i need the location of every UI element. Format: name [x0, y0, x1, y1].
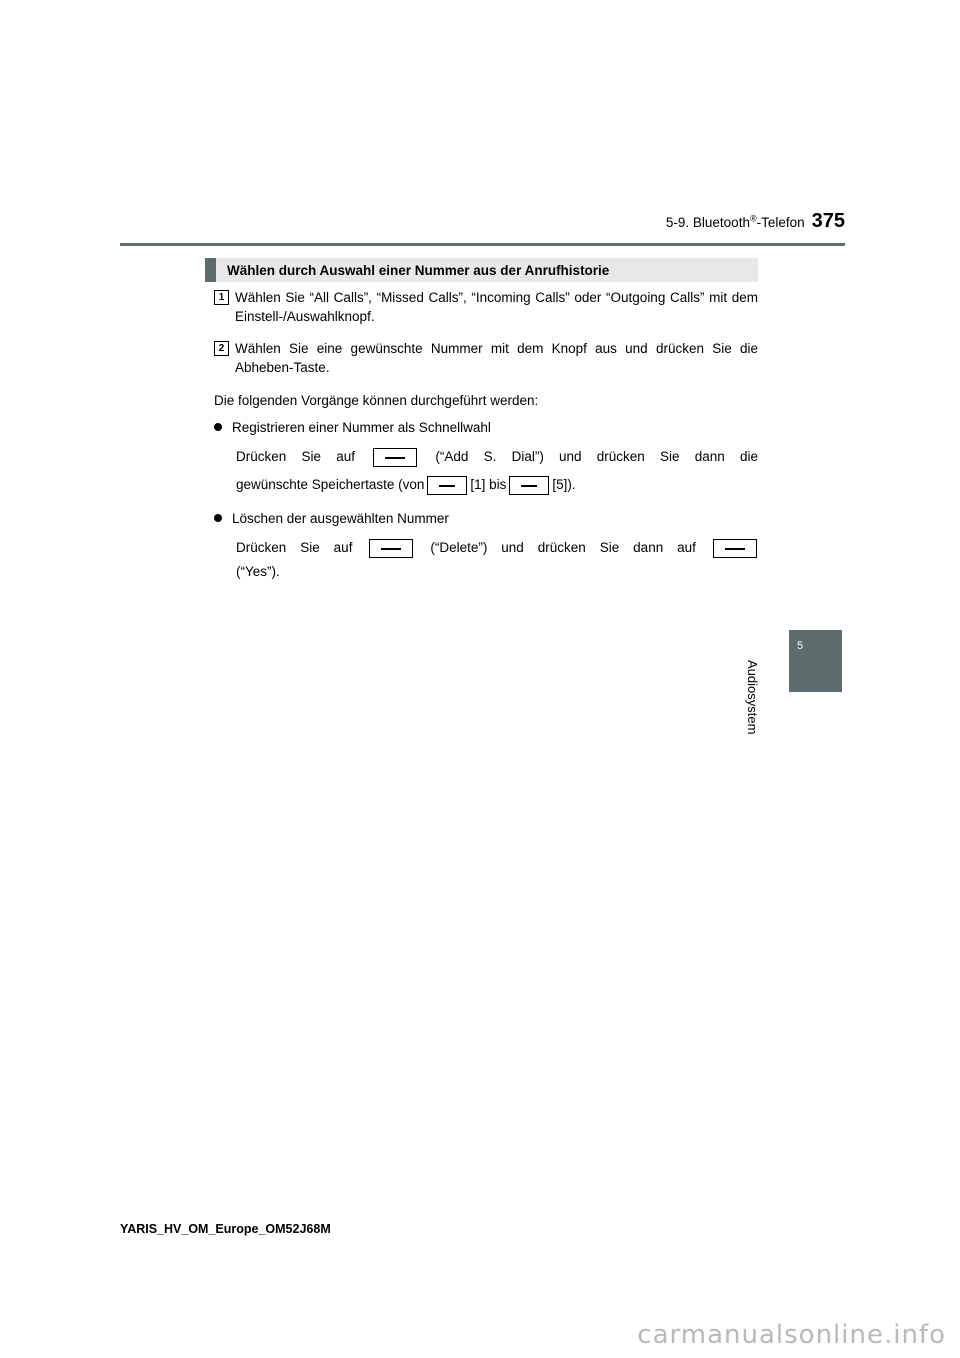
- dash-key-icon: [713, 539, 757, 558]
- dash-key-icon: [427, 476, 467, 495]
- detail-word: die: [739, 449, 758, 464]
- bullet-detail-line: [236, 471, 758, 499]
- bullet-detail-line: [236, 562, 758, 581]
- page-number: 375: [811, 210, 845, 232]
- dash-key-icon: [509, 476, 549, 495]
- detail-word: Dial”): [511, 449, 544, 464]
- detail-text: [1] bis: [470, 477, 507, 492]
- footer-document-id: YARIS_HV_OM_Europe_OM52J68M: [120, 1222, 331, 1236]
- step-item: [205, 288, 758, 326]
- header-rule: [120, 243, 845, 246]
- detail-word: Sie: [599, 540, 620, 555]
- detail-word: Drücken: [236, 540, 287, 555]
- step-text: Wählen Sie “All Calls”, “Missed Calls”, “Incoming Calls” oder “Outgoing Calls” mit dem Einstell-/Auswahlknopf.: [235, 290, 758, 324]
- step-number-badge: 2: [214, 341, 229, 356]
- bullet-detail-line: [236, 534, 757, 562]
- detail-text: gewünschte Speichertaste (von: [236, 477, 425, 492]
- detail-word: auf: [677, 540, 696, 555]
- step-number-badge: 1: [214, 290, 229, 305]
- detail-word: S.: [483, 449, 497, 464]
- detail-text: (“Yes”).: [236, 564, 280, 579]
- detail-word: (“Add: [435, 449, 469, 464]
- intro-paragraph: Die folgenden Vorgänge können durchgeführt werden:: [214, 393, 539, 408]
- detail-word: und: [501, 540, 524, 555]
- detail-word: drücken: [537, 540, 586, 555]
- page-header: [120, 210, 845, 246]
- detail-word: drücken: [596, 449, 645, 464]
- detail-word: Drücken: [236, 449, 287, 464]
- bullet-dot-icon: [214, 514, 222, 522]
- bullet-detail-block: [205, 443, 758, 499]
- detail-word: Sie: [301, 449, 321, 464]
- header-chapter-label: 5-9. Bluetooth: [665, 215, 750, 230]
- detail-word: auf: [333, 540, 353, 555]
- detail-word: dann: [694, 449, 725, 464]
- detail-word: (“Delete”): [430, 540, 488, 555]
- registered-trademark-icon: ®: [749, 213, 757, 224]
- detail-word: auf: [336, 449, 355, 464]
- detail-text: [5]).: [552, 477, 576, 492]
- bullet-dot-icon: [214, 423, 222, 431]
- list-item: [205, 509, 758, 528]
- chapter-number: 5: [797, 640, 804, 652]
- detail-word: Sie: [660, 449, 680, 464]
- detail-word: dann: [633, 540, 664, 555]
- detail-word: Sie: [300, 540, 320, 555]
- detail-word: und: [559, 449, 582, 464]
- page-content: [205, 288, 758, 581]
- dash-key-icon: [369, 539, 413, 558]
- section-title-bar: [205, 258, 758, 282]
- chapter-side-label: Audiosystem: [745, 660, 760, 735]
- step-text: Wählen Sie eine gewünschte Nummer mit dem Knopf aus und drücken Sie die Abheben-Taste.: [235, 341, 758, 375]
- bullet-detail-line: [236, 443, 758, 471]
- header-text-group: [666, 210, 845, 233]
- section-marker-icon: [205, 258, 216, 282]
- bullet-detail-block: [205, 534, 758, 581]
- list-item-label: Löschen der ausgewählten Nummer: [232, 511, 449, 526]
- list-item: [205, 418, 758, 437]
- section-title: Wählen durch Auswahl einer Nummer aus der Anrufhistorie: [227, 262, 610, 278]
- watermark-text: carmanualsonline.info: [637, 1320, 946, 1350]
- dash-key-icon: [373, 448, 417, 467]
- step-item: [205, 339, 758, 377]
- list-item-label: Registrieren einer Nummer als Schnellwahl: [232, 420, 491, 435]
- header-chapter-suffix: -Telefon: [756, 215, 805, 230]
